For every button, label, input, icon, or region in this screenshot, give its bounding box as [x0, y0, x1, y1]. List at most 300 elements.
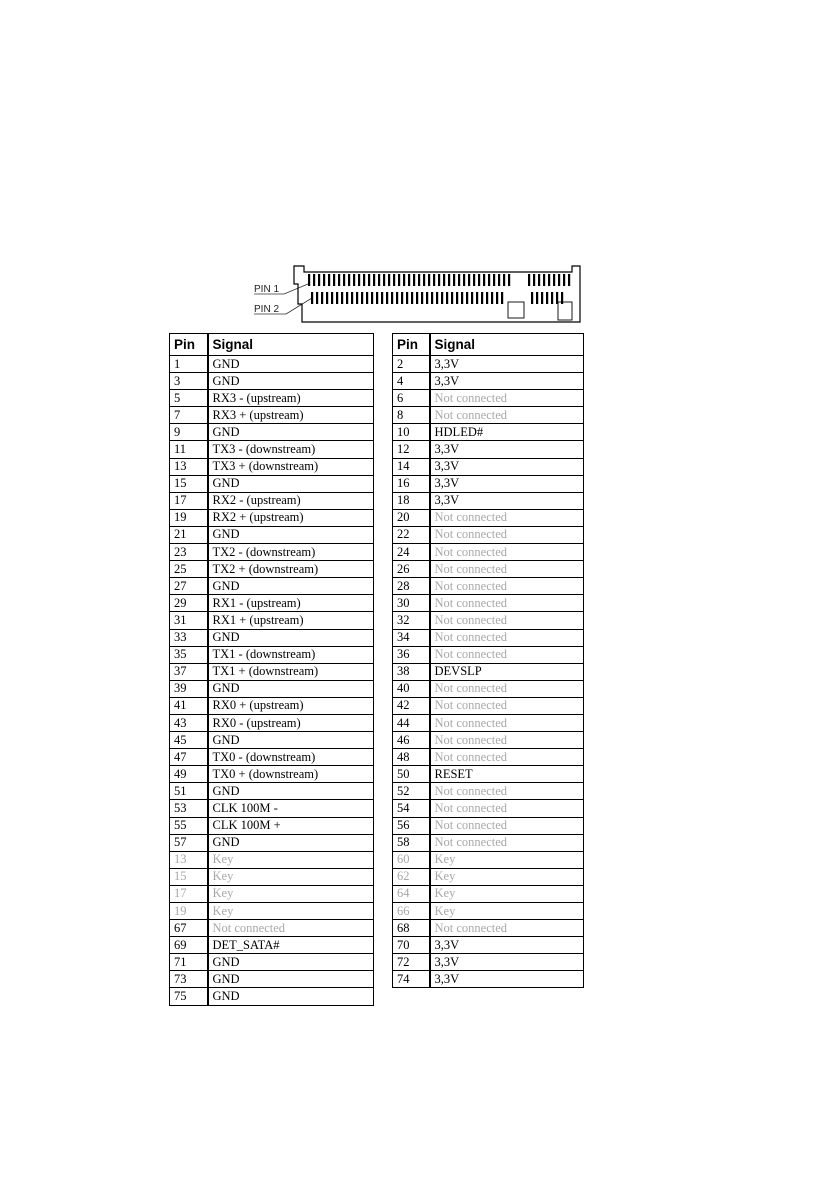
pin-number: 29 — [170, 595, 208, 612]
pin-number: 68 — [393, 920, 430, 937]
signal-name: Not connected — [430, 544, 584, 561]
pin-number: 22 — [393, 526, 430, 543]
pin-number: 23 — [170, 544, 208, 561]
table-header-row — [393, 334, 584, 356]
table-row — [170, 714, 374, 731]
signal-name: 3,3V — [430, 441, 584, 458]
connector-pin — [398, 274, 400, 286]
pin-number: 34 — [393, 629, 430, 646]
pin-number: 9 — [170, 424, 208, 441]
table-row — [393, 783, 584, 800]
connector-pin — [406, 292, 408, 304]
connector-pin — [568, 274, 570, 286]
signal-name: GND — [208, 988, 374, 1005]
signal-name: GND — [208, 356, 374, 373]
connector-pin — [446, 292, 448, 304]
signal-name: Not connected — [430, 595, 584, 612]
table-row — [393, 766, 584, 783]
signal-name: Not connected — [430, 920, 584, 937]
pin-number: 43 — [170, 714, 208, 731]
connector-pin — [396, 292, 398, 304]
signal-name: RX1 - (upstream) — [208, 595, 374, 612]
table-row — [170, 697, 374, 714]
pin-number: 56 — [393, 817, 430, 834]
header-signal: Signal — [208, 334, 374, 356]
table-row — [170, 988, 374, 1005]
table-row — [170, 407, 374, 424]
table-row — [170, 595, 374, 612]
signal-name: RX2 - (upstream) — [208, 492, 374, 509]
connector-pin — [386, 292, 388, 304]
pin-number: 48 — [393, 749, 430, 766]
pin-number: 44 — [393, 714, 430, 731]
connector-pin — [453, 274, 455, 286]
signal-name: Not connected — [430, 714, 584, 731]
signal-name: TX1 - (downstream) — [208, 646, 374, 663]
connector-pin — [388, 274, 390, 286]
connector-pin — [348, 274, 350, 286]
table-row — [393, 851, 584, 868]
connector-pin — [366, 292, 368, 304]
signal-name: GND — [208, 629, 374, 646]
connector-pin — [501, 292, 503, 304]
connector-pin — [458, 274, 460, 286]
signal-name: TX0 - (downstream) — [208, 749, 374, 766]
signal-name: Key — [430, 885, 584, 902]
signal-name: HDLED# — [430, 424, 584, 441]
pin-number: 42 — [393, 697, 430, 714]
pin-number: 7 — [170, 407, 208, 424]
table-row — [170, 356, 374, 373]
signal-name: GND — [208, 578, 374, 595]
pin-number: 26 — [393, 561, 430, 578]
table-row — [170, 817, 374, 834]
connector-pin — [493, 274, 495, 286]
pin-number: 64 — [393, 885, 430, 902]
table-row — [170, 783, 374, 800]
table-row — [393, 971, 584, 988]
pin-number: 10 — [393, 424, 430, 441]
connector-pin — [401, 292, 403, 304]
table-row — [170, 732, 374, 749]
connector-pin — [468, 274, 470, 286]
signal-name: Key — [208, 851, 374, 868]
connector-pin — [411, 292, 413, 304]
pin-2-label: PIN 2 — [254, 304, 280, 315]
signal-name: GND — [208, 373, 374, 390]
connector-pin — [363, 274, 365, 286]
signal-name: Not connected — [430, 800, 584, 817]
connector-pin — [351, 292, 353, 304]
connector-pin — [496, 292, 498, 304]
connector-pin — [473, 274, 475, 286]
table-row — [393, 458, 584, 475]
signal-name: 3,3V — [430, 458, 584, 475]
pin-1-label: PIN 1 — [254, 284, 280, 295]
pin-number: 17 — [170, 885, 208, 902]
pin-number: 16 — [393, 475, 430, 492]
pin-number: 20 — [393, 509, 430, 526]
connector-pin — [356, 292, 358, 304]
pin-number: 15 — [170, 868, 208, 885]
connector-pin — [418, 274, 420, 286]
m2-connector-diagram — [250, 262, 582, 324]
signal-name: TX1 + (downstream) — [208, 663, 374, 680]
signal-name: GND — [208, 475, 374, 492]
signal-name: CLK 100M + — [208, 817, 374, 834]
table-row — [393, 526, 584, 543]
table-row — [393, 885, 584, 902]
pin-number: 54 — [393, 800, 430, 817]
signal-name: GND — [208, 680, 374, 697]
signal-name: CLK 100M - — [208, 800, 374, 817]
signal-name: Not connected — [430, 561, 584, 578]
signal-name: Key — [430, 868, 584, 885]
connector-pin — [311, 292, 313, 304]
connector-pin — [536, 292, 538, 304]
table-row — [170, 663, 374, 680]
signal-name: Not connected — [430, 509, 584, 526]
connector-pin — [393, 274, 395, 286]
connector-pin — [308, 274, 310, 286]
signal-name: GND — [208, 834, 374, 851]
table-row — [170, 749, 374, 766]
signal-name: DET_SATA# — [208, 937, 374, 954]
signal-name: GND — [208, 424, 374, 441]
connector-pin — [313, 274, 315, 286]
signal-name: Not connected — [430, 834, 584, 851]
connector-pin — [413, 274, 415, 286]
connector-pin — [531, 292, 533, 304]
table-row — [393, 544, 584, 561]
table-row — [393, 492, 584, 509]
table-row — [170, 800, 374, 817]
signal-name: Not connected — [208, 920, 374, 937]
pin-number: 2 — [393, 356, 430, 373]
pin-table-even — [392, 333, 584, 988]
signal-name: Key — [208, 868, 374, 885]
connector-pin — [408, 274, 410, 286]
signal-name: Not connected — [430, 526, 584, 543]
connector-pin — [433, 274, 435, 286]
connector-pin — [503, 274, 505, 286]
pin-number: 25 — [170, 561, 208, 578]
pin-number: 35 — [170, 646, 208, 663]
table-row — [170, 458, 374, 475]
connector-pin — [481, 292, 483, 304]
table-row — [393, 903, 584, 920]
pin-number: 74 — [393, 971, 430, 988]
table-row — [393, 407, 584, 424]
table-row — [393, 714, 584, 731]
signal-name: Not connected — [430, 732, 584, 749]
connector-pin — [346, 292, 348, 304]
signal-name: Not connected — [430, 578, 584, 595]
connector-pin — [331, 292, 333, 304]
signal-name: TX3 + (downstream) — [208, 458, 374, 475]
table-row — [393, 954, 584, 971]
pin-number: 17 — [170, 492, 208, 509]
table-row — [393, 732, 584, 749]
signal-name: GND — [208, 971, 374, 988]
pin-number: 13 — [170, 458, 208, 475]
signal-name: RX0 - (upstream) — [208, 714, 374, 731]
table-row — [393, 373, 584, 390]
table-row — [170, 629, 374, 646]
connector-pin — [533, 274, 535, 286]
pin-number: 21 — [170, 526, 208, 543]
signal-name: Not connected — [430, 407, 584, 424]
connector-pin — [466, 292, 468, 304]
table-row — [393, 509, 584, 526]
pin-number: 31 — [170, 612, 208, 629]
signal-name: Not connected — [430, 646, 584, 663]
connector-pin — [326, 292, 328, 304]
signal-name: RESET — [430, 766, 584, 783]
table-row — [393, 629, 584, 646]
signal-name: TX2 + (downstream) — [208, 561, 374, 578]
header-pin: Pin — [170, 334, 208, 356]
table-row — [170, 954, 374, 971]
signal-name: DEVSLP — [430, 663, 584, 680]
connector-pin — [391, 292, 393, 304]
connector-pin — [551, 292, 553, 304]
signal-name: Not connected — [430, 749, 584, 766]
pin-number: 12 — [393, 441, 430, 458]
signal-name: 3,3V — [430, 954, 584, 971]
connector-pin — [436, 292, 438, 304]
pin-number: 13 — [170, 851, 208, 868]
connector-pin — [426, 292, 428, 304]
signal-name: GND — [208, 954, 374, 971]
signal-name: 3,3V — [430, 492, 584, 509]
pin-number: 62 — [393, 868, 430, 885]
connector-pin — [553, 274, 555, 286]
pin-table-odd — [169, 333, 374, 1006]
pin-number: 71 — [170, 954, 208, 971]
signal-name: Not connected — [430, 697, 584, 714]
signal-name: Key — [430, 851, 584, 868]
table-row — [170, 920, 374, 937]
pin-number: 70 — [393, 937, 430, 954]
connector-pin — [486, 292, 488, 304]
connector-pin — [361, 292, 363, 304]
pin-number: 73 — [170, 971, 208, 988]
table-row — [393, 646, 584, 663]
table-row — [170, 526, 374, 543]
table-row — [170, 766, 374, 783]
connector-pin — [548, 274, 550, 286]
pin-number: 53 — [170, 800, 208, 817]
signal-name: Key — [430, 903, 584, 920]
table-row — [393, 663, 584, 680]
connector-pin — [508, 274, 510, 286]
signal-name: Key — [208, 903, 374, 920]
table-row — [170, 971, 374, 988]
table-row — [393, 441, 584, 458]
connector-pin — [543, 274, 545, 286]
pin-number: 72 — [393, 954, 430, 971]
pin-number: 8 — [393, 407, 430, 424]
pin-number: 6 — [393, 390, 430, 407]
table-row — [393, 424, 584, 441]
pin-number: 57 — [170, 834, 208, 851]
pin-number: 39 — [170, 680, 208, 697]
connector-pin — [441, 292, 443, 304]
connector-pin — [403, 274, 405, 286]
pin-number: 37 — [170, 663, 208, 680]
table-row — [393, 356, 584, 373]
table-row — [170, 544, 374, 561]
table-row — [393, 920, 584, 937]
table-row — [170, 390, 374, 407]
connector-pin — [381, 292, 383, 304]
signal-name: Not connected — [430, 612, 584, 629]
connector-pin — [448, 274, 450, 286]
connector-pin — [476, 292, 478, 304]
pin-number: 19 — [170, 903, 208, 920]
pin-number: 60 — [393, 851, 430, 868]
signal-name: 3,3V — [430, 373, 584, 390]
table-row — [170, 903, 374, 920]
connector-pin — [421, 292, 423, 304]
connector-pin — [541, 292, 543, 304]
connector-pin — [558, 274, 560, 286]
connector-pin — [451, 292, 453, 304]
table-header-row — [170, 334, 374, 356]
connector-pin — [456, 292, 458, 304]
table-row — [393, 868, 584, 885]
connector-pin — [538, 274, 540, 286]
signal-name: GND — [208, 783, 374, 800]
table-row — [170, 509, 374, 526]
table-row — [170, 561, 374, 578]
pin-number: 19 — [170, 509, 208, 526]
pin-number: 47 — [170, 749, 208, 766]
signal-name: RX0 + (upstream) — [208, 697, 374, 714]
pin-number: 75 — [170, 988, 208, 1005]
signal-name: 3,3V — [430, 937, 584, 954]
table-row — [393, 595, 584, 612]
pin-number: 14 — [393, 458, 430, 475]
connector-pin — [343, 274, 345, 286]
table-row — [170, 441, 374, 458]
connector-pin — [471, 292, 473, 304]
connector-pin — [376, 292, 378, 304]
table-row — [393, 817, 584, 834]
connector-top-pins — [308, 274, 570, 286]
signal-name: 3,3V — [430, 475, 584, 492]
signal-name: GND — [208, 526, 374, 543]
signal-name: Not connected — [430, 817, 584, 834]
table-row — [170, 373, 374, 390]
pin-number: 41 — [170, 697, 208, 714]
connector-pin — [546, 292, 548, 304]
signal-name: Not connected — [430, 680, 584, 697]
pin-number: 69 — [170, 937, 208, 954]
connector-pin — [378, 274, 380, 286]
table-row — [170, 475, 374, 492]
signal-name: GND — [208, 732, 374, 749]
table-row — [393, 749, 584, 766]
table-row — [170, 868, 374, 885]
table-row — [170, 680, 374, 697]
signal-name: RX1 + (upstream) — [208, 612, 374, 629]
table-row — [393, 612, 584, 629]
signal-name: 3,3V — [430, 971, 584, 988]
connector-pin — [336, 292, 338, 304]
connector-pin — [428, 274, 430, 286]
connector-pin — [478, 274, 480, 286]
pin-number: 36 — [393, 646, 430, 663]
pin-number: 30 — [393, 595, 430, 612]
connector-pin — [353, 274, 355, 286]
table-row — [393, 578, 584, 595]
header-signal: Signal — [430, 334, 584, 356]
pin-number: 24 — [393, 544, 430, 561]
connector-pin — [318, 274, 320, 286]
pin-number: 66 — [393, 903, 430, 920]
connector-pin — [416, 292, 418, 304]
pin-number: 49 — [170, 766, 208, 783]
connector-pin — [483, 274, 485, 286]
connector-pin — [373, 274, 375, 286]
signal-name: RX3 + (upstream) — [208, 407, 374, 424]
pin-number: 46 — [393, 732, 430, 749]
signal-name: Key — [208, 885, 374, 902]
signal-name: RX2 + (upstream) — [208, 509, 374, 526]
pin-number: 52 — [393, 783, 430, 800]
pin-number: 40 — [393, 680, 430, 697]
connector-pin — [498, 274, 500, 286]
pin-number: 11 — [170, 441, 208, 458]
connector-pin — [321, 292, 323, 304]
table-row — [170, 578, 374, 595]
signal-name: Not connected — [430, 390, 584, 407]
table-row — [170, 851, 374, 868]
connector-pin — [561, 292, 563, 304]
signal-name: TX3 - (downstream) — [208, 441, 374, 458]
signal-name: Not connected — [430, 783, 584, 800]
table-row — [170, 424, 374, 441]
connector-pin — [371, 292, 373, 304]
signal-name: 3,3V — [430, 356, 584, 373]
pin-number: 45 — [170, 732, 208, 749]
signal-name: TX0 + (downstream) — [208, 766, 374, 783]
table-row — [393, 800, 584, 817]
connector-pin — [528, 274, 530, 286]
table-row — [170, 646, 374, 663]
connector-pin — [556, 292, 558, 304]
table-row — [170, 612, 374, 629]
connector-pin — [438, 274, 440, 286]
table-row — [170, 492, 374, 509]
pin-number: 51 — [170, 783, 208, 800]
pin-number: 58 — [393, 834, 430, 851]
connector-pin — [316, 292, 318, 304]
table-row — [170, 834, 374, 851]
pin-number: 55 — [170, 817, 208, 834]
table-row — [170, 885, 374, 902]
signal-name: Not connected — [430, 629, 584, 646]
pin-number: 5 — [170, 390, 208, 407]
pin-number: 50 — [393, 766, 430, 783]
connector-pin — [491, 292, 493, 304]
connector-pin — [328, 274, 330, 286]
pin-number: 27 — [170, 578, 208, 595]
pin-number: 28 — [393, 578, 430, 595]
header-pin: Pin — [393, 334, 430, 356]
